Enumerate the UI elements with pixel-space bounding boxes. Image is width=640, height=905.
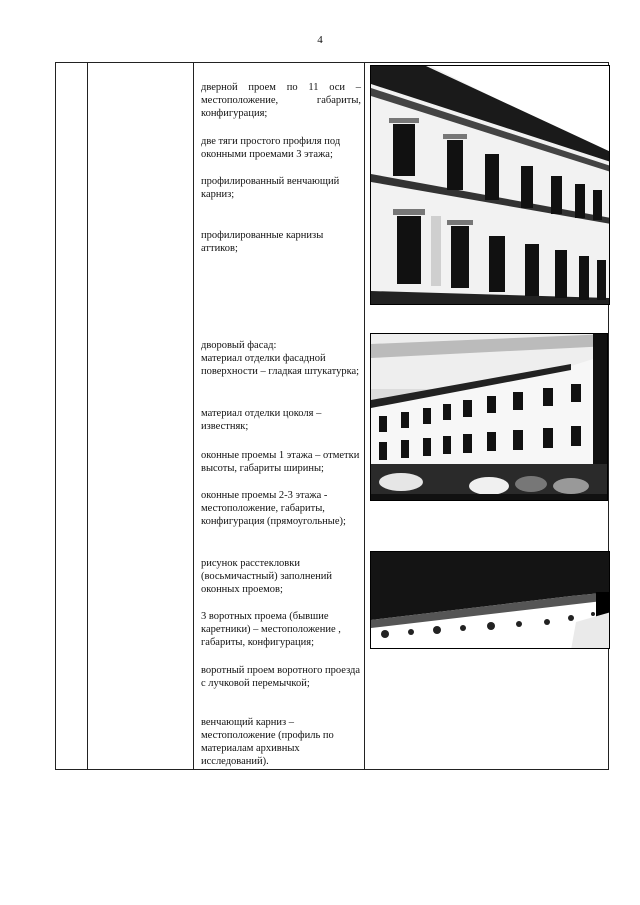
feature-text: рисунок расстекловки (восьмичастный) заполнений оконных проемов; — [201, 558, 332, 595]
feature-text: венчающий карниз – местоположение (профиль по материалам архивных исследований). — [201, 717, 334, 767]
feature-text: воротный проем воротного проезда с лучковой перемычкой; — [201, 665, 361, 689]
feature-text: материал отделки фасадной поверхности – гладкая штукатурка; — [201, 353, 360, 377]
feature-text: 3 воротных проема (бывшие каретники) – местоположение , габариты, конфигурация; — [201, 611, 341, 648]
feature-text: две тяги простого профиля под оконными проемами 3 этажа; — [201, 136, 341, 160]
column-divider — [193, 63, 194, 769]
feature-text: материал отделки цоколя – известняк; — [201, 408, 322, 432]
feature-text: оконные проемы 1 этажа – отметки высоты, габариты ширины; — [201, 450, 360, 474]
column-divider — [364, 63, 365, 769]
column-divider — [87, 63, 88, 769]
courtyard-facade-photo — [370, 333, 608, 501]
page-number: 4 — [317, 34, 323, 46]
street-facade-photo — [370, 65, 610, 305]
section-heading: дворовый фасад: — [201, 340, 277, 351]
feature-text: профилированный венчающий карниз; — [201, 176, 340, 200]
feature-text: дверной проем по 11 оси – местоположение, габариты, конфигурация; — [201, 82, 361, 119]
table — [55, 62, 609, 770]
feature-text: профилированные карнизы аттиков; — [201, 230, 324, 254]
feature-text: оконные проемы 2-3 этажа - местоположение, габариты, конфигурация (прямоугольные); — [201, 490, 346, 527]
cornice-detail-photo — [370, 551, 610, 649]
